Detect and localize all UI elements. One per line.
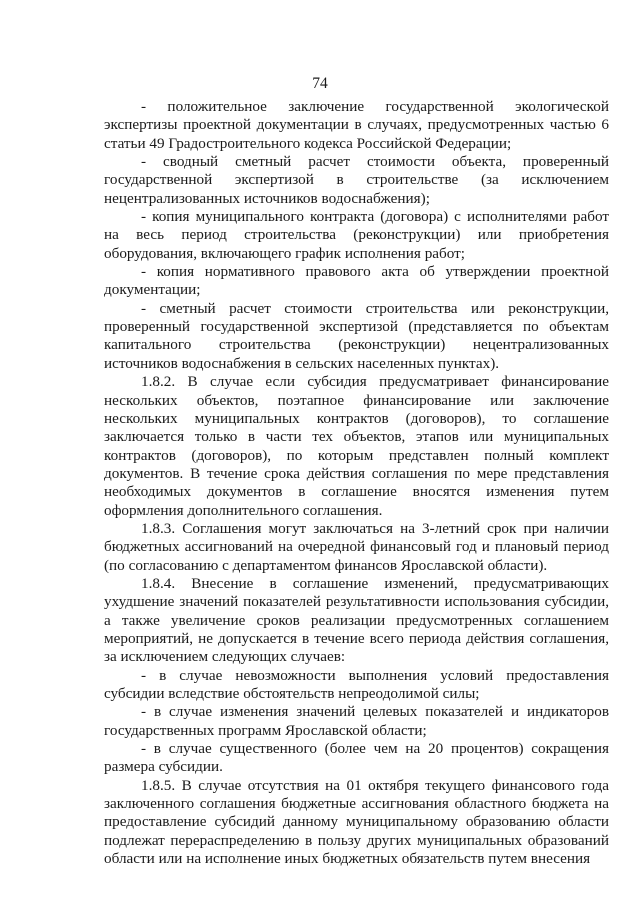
paragraph-1-8-4: 1.8.4. Внесение в соглашение изменений, предусматривающих ухудшение значений показателей результативности использования субсидии, а также увеличение сроков реализации предусмотренных соглашением мероприятий, не допускается в течение всего периода действия соглашения, за исключением следующих случаев: [104,574,609,666]
paragraph-1-8-2: 1.8.2. В случае если субсидия предусматривает финансирование нескольких объектов, поэтапное финансирование или заключение нескольких муниципальных контрактов (договоров), то соглашение заключается только в части тех объектов, этапов или муниципальных контрактов (договоров), по которым представлен полный комплект документов. В течение срока действия соглашения по мере представления необходимых документов в соглашение вносятся изменения путем оформления дополнительного соглашения. [104,373,609,519]
page-number: 74 [312,75,328,92]
paragraph-contract-copy: - копия муниципального контракта (договора) с исполнителями работ на весь период строительства (реконструкции) или приобретения оборудования, включающего график исполнения работ; [104,208,609,262]
paragraph-force-majeure: - в случае невозможности выполнения условий предоставления субсидии вследствие обстоятельств непреодолимой силы; [104,666,609,702]
paragraph-summary-estimate: - сводный сметный расчет стоимости объекта, проверенный государственной экспертизой в строительстве (за исключением нецентрализованных источников водоснабжения); [104,153,609,207]
paragraph-eco-expertise: - положительное заключение государственной экологической экспертизы проектной документации в случаях, предусмотренных частью 6 статьи 49 Градостроительного кодекса Российской Федерации; [104,98,609,152]
paragraph-cost-estimate: - сметный расчет стоимости строительства или реконструкции, проверенный государственной экспертизой (представляется по объектам капитального строительства (реконструкции) нецентрализованных источников водоснабжения в сельских населенных пунктах). [104,299,609,372]
paragraph-1-8-5: 1.8.5. В случае отсутствия на 01 октября текущего финансового года заключенного соглашения бюджетные ассигнования областного бюджета на предоставление субсидий данному муниципальному образованию области подлежат перераспределению в пользу других муниципальных образований области или на исполнение иных бюджетных обязательств путем внесения [104,776,609,868]
document-body [104,98,609,868]
paragraph-normative-act: - копия нормативного правового акта об утверждении проектной документации; [104,263,609,299]
paragraph-target-indicators: - в случае изменения значений целевых показателей и индикаторов государственных программ Ярославской области; [104,703,609,739]
paragraph-subsidy-reduction: - в случае существенного (более чем на 20 процентов) сокращения размера субсидии. [104,740,609,776]
paragraph-1-8-3: 1.8.3. Соглашения могут заключаться на 3-летний срок при наличии бюджетных ассигнований на очередной финансовый год и плановый период (по согласованию с департаментом финансов Ярославской области). [104,519,609,574]
